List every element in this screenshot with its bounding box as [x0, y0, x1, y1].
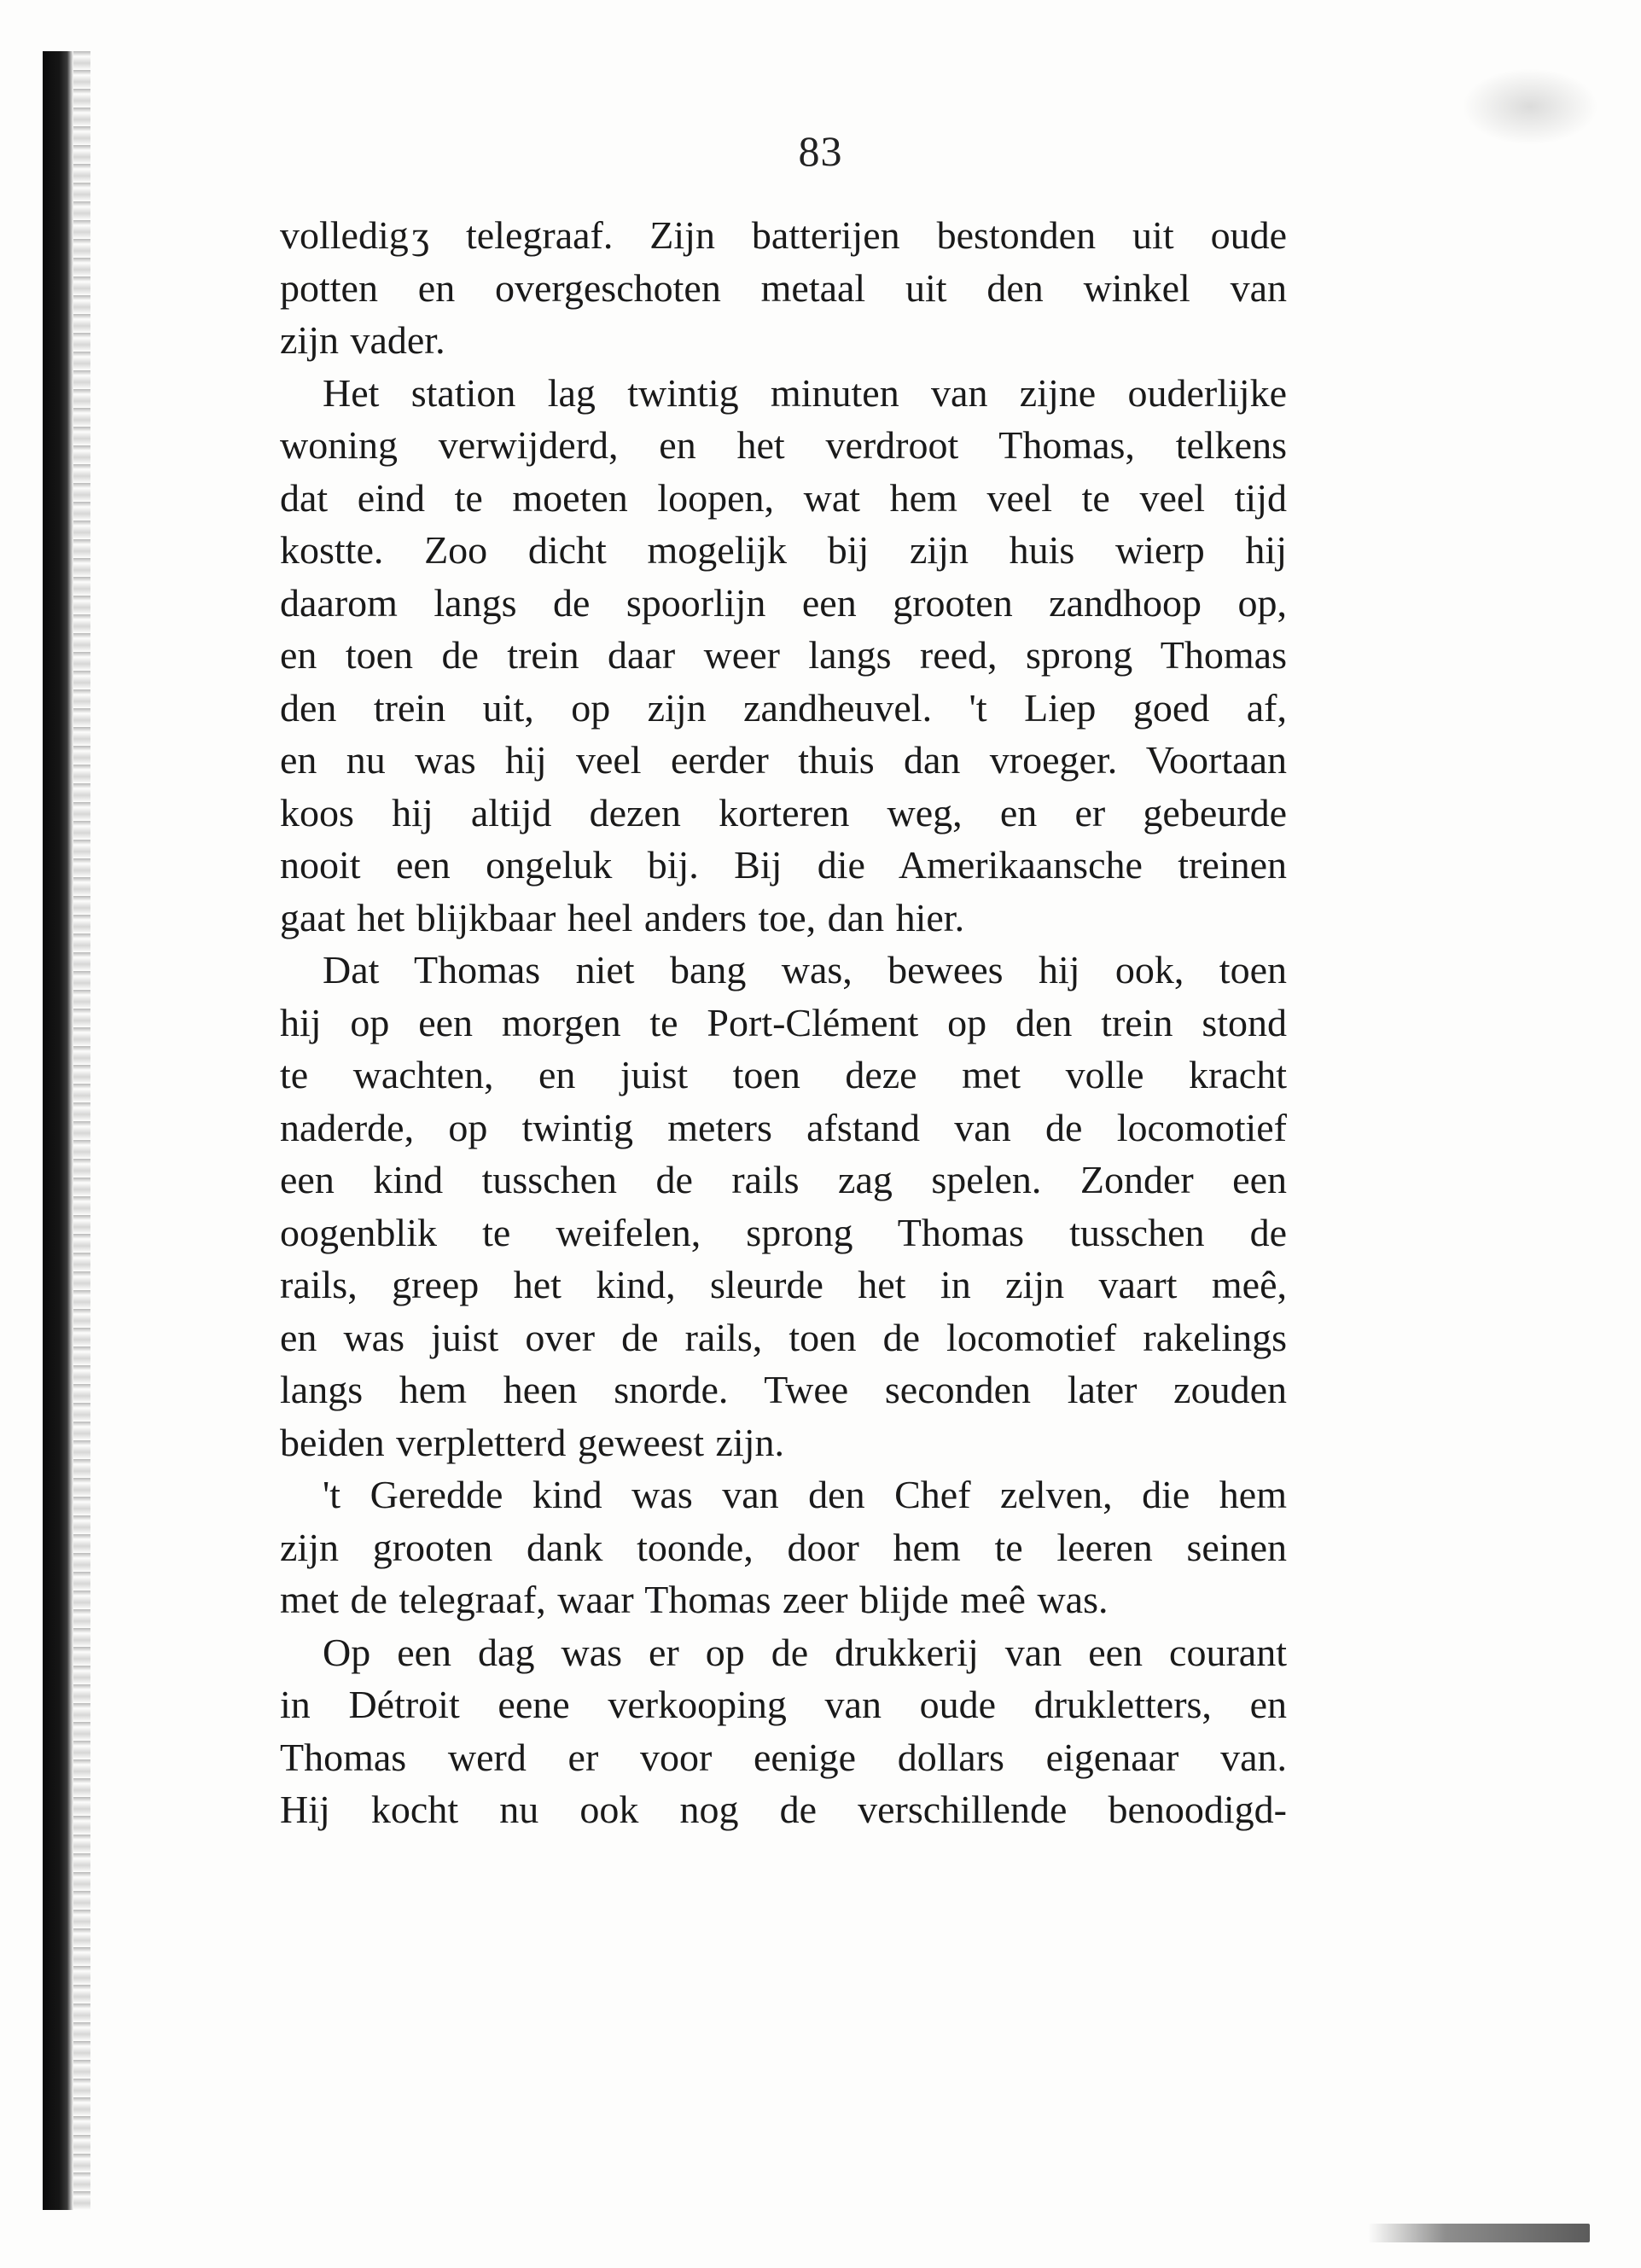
text-line: rails, greep het kind, sleurde het in zijn vaart meê,	[280, 1263, 1287, 1306]
text-line: nooit een ongeluk bij. Bij die Amerikaansche treinen	[280, 843, 1287, 887]
text-line: in Détroit eene verkooping van oude drukletters, en	[280, 1683, 1287, 1726]
text-line: woning verwijderd, en het verdroot Thomas, telkens	[280, 423, 1287, 467]
text-line: Thomas werd er voor eenige dollars eigenaar van.	[280, 1735, 1287, 1779]
text-line: oogenblik te weifelen, sprong Thomas tusschen de	[280, 1210, 1287, 1254]
body-text	[280, 209, 1287, 1836]
text-line: Het station lag twintig minuten van zijne ouderlijke	[323, 370, 1287, 415]
text-line: volledig ʒ telegraaf. Zijn batterijen bestonden uit oude	[280, 213, 1287, 257]
text-line: een kind tusschen de rails zag spelen. Zonder een	[280, 1158, 1287, 1201]
text-line: potten en overgeschoten metaal uit den winkel van	[280, 265, 1287, 310]
text-line: en toen de trein daar weer langs reed, sprong Thomas	[280, 633, 1287, 677]
text-line: te wachten, en juist toen deze met volle kracht	[280, 1053, 1287, 1096]
text-line: Dat Thomas niet bang was, bewees hij ook, toen	[323, 948, 1287, 992]
text-line: Hij kocht nu ook nog de verschillende benoodigd-	[280, 1788, 1287, 1831]
text-line: zijn vader.	[280, 318, 445, 362]
binding-edge	[43, 51, 73, 2210]
text-line: langs hem heen snorde. Twee seconden later zouden	[280, 1368, 1287, 1411]
binding-shadow	[73, 51, 90, 2210]
scan-artifact	[1368, 2224, 1590, 2242]
text-line: hij op een morgen te Port-Clément op den trein stond	[280, 1000, 1287, 1044]
text-line: kostte. Zoo dicht mogelijk bij zijn huis wierp hij	[280, 528, 1287, 572]
text-line: gaat het blijkbaar heel anders toe, dan hier.	[280, 895, 965, 939]
text-line: beiden verpletterd geweest zijn.	[280, 1420, 784, 1464]
text-line: daarom langs de spoorlijn een grooten zandhoop op,	[280, 580, 1287, 625]
text-line: zijn grooten dank toonde, door hem te leeren seinen	[280, 1525, 1287, 1569]
text-line: koos hij altijd dezen korteren weg, en er gebeurde	[280, 790, 1287, 835]
text-line: met de telegraaf, waar Thomas zeer blijde meê was.	[280, 1578, 1109, 1621]
text-line: naderde, op twintig meters afstand van de locomotief	[280, 1105, 1287, 1149]
text-line: Op een dag was er op de drukkerij van een courant	[323, 1630, 1287, 1674]
text-line: en was juist over de rails, toen de locomotief rakelings	[280, 1315, 1287, 1359]
page-number: 83	[798, 127, 843, 175]
text-line: 't Geredde kind was van den Chef zelven, die hem	[323, 1473, 1287, 1516]
text-line: den trein uit, op zijn zandheuvel. 't Liep goed af,	[280, 685, 1287, 730]
text-line: en nu was hij veel eerder thuis dan vroeger. Voortaan	[280, 738, 1287, 782]
text-line: dat eind te moeten loopen, wat hem veel te veel tijd	[280, 475, 1287, 520]
